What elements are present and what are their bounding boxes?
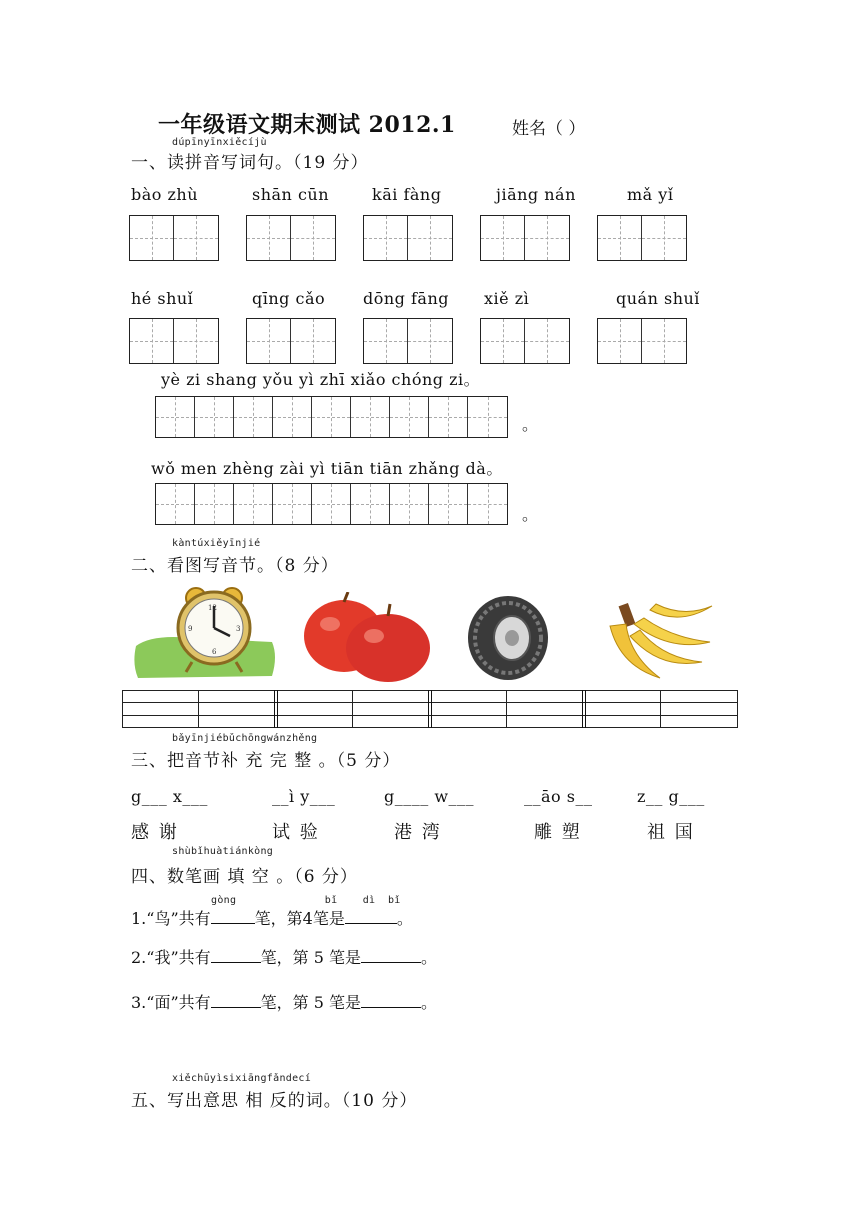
pinyin-word: mǎ yǐ: [627, 185, 674, 204]
pinyin-writing-lines[interactable]: [122, 690, 738, 728]
answer-blank[interactable]: [361, 962, 421, 963]
pinyin-word: shān cūn: [252, 185, 330, 204]
svg-text:9: 9: [188, 625, 193, 633]
answer-blank[interactable]: [361, 1007, 421, 1008]
answer-blank[interactable]: [211, 1007, 261, 1008]
pinyin-word: quán shuǐ: [616, 289, 700, 308]
pinyin-word: kāi fàng: [372, 185, 442, 204]
period-mark: 。: [522, 415, 539, 434]
section1-heading: 一、读拼音写词句。（19 分）: [131, 153, 369, 173]
question-1-text-b: 笔，第4笔是: [254, 909, 345, 928]
pinyin-word: dōng fāng: [363, 289, 450, 308]
pinyin-fill-item: __ì y___: [272, 787, 336, 806]
answer-blank[interactable]: [211, 962, 261, 963]
question-3: [131, 990, 437, 1013]
clock-icon: [132, 586, 278, 680]
writing-grid[interactable]: [363, 215, 453, 261]
section3-ruby: bǎyīnjiébǔchōngwánzhěng: [172, 733, 318, 744]
pinyin-word: xiě zì: [484, 289, 530, 308]
banana-icon: [600, 596, 716, 682]
svg-text:6: 6: [212, 648, 217, 656]
pinyin-sentence: wǒ men zhèng zài yì tiān tiān zhǎng dà。: [151, 459, 503, 478]
pinyin-word: hé shuǐ: [131, 289, 194, 308]
pinyin-word: bào zhù: [131, 185, 199, 204]
apple-icon: [300, 592, 440, 684]
writing-grid[interactable]: [480, 215, 570, 261]
question-3-end: 。: [421, 993, 438, 1012]
section3-heading: 三、把音节补 充 完 整 。（5 分）: [131, 751, 401, 771]
writing-grid[interactable]: [480, 318, 570, 364]
name-field-label: 姓名（ ）: [512, 119, 586, 139]
pinyin-word: qīng cǎo: [252, 289, 326, 308]
pinyin-fill-item: g____ w___: [384, 787, 475, 806]
pinyin-fill-item: g___ x___: [131, 787, 208, 806]
svg-text:3: 3: [236, 625, 241, 633]
pinyin-fill-item: __āo s__: [524, 787, 593, 806]
question-2-text-b: 笔，第 5 笔是: [260, 948, 361, 967]
question-2: [131, 945, 437, 968]
question-1-end: 。: [396, 909, 413, 928]
question-2-end: 。: [421, 948, 438, 967]
svg-text:12: 12: [208, 604, 217, 612]
page-title: 一年级语文期末测试 2012.1: [158, 112, 456, 138]
writing-grid[interactable]: [246, 318, 336, 364]
hanzi-word: 感 谢: [131, 822, 179, 843]
writing-grid[interactable]: [597, 318, 687, 364]
period-mark: 。: [522, 505, 539, 524]
question1-ruby: gòng bǐ dì bǐ: [211, 895, 401, 906]
section1-ruby: dúpīnyīnxiěcíjù: [172, 137, 267, 148]
question-1: [131, 906, 413, 929]
hanzi-word: 祖 国: [647, 822, 695, 843]
writing-grid[interactable]: [129, 318, 219, 364]
question-1-text: 1.“鸟”共有: [131, 909, 211, 928]
section2-ruby: kàntúxiěyīnjié: [172, 538, 261, 549]
writing-grid[interactable]: [246, 215, 336, 261]
question-3-text-b: 笔，第 5 笔是: [260, 993, 361, 1012]
writing-grid[interactable]: [597, 215, 687, 261]
answer-blank[interactable]: [211, 923, 255, 924]
writing-grid[interactable]: [129, 215, 219, 261]
hanzi-word: 雕 塑: [534, 822, 582, 843]
sentence-writing-grid[interactable]: [155, 483, 508, 525]
section2-heading: 二、看图写音节。（8 分）: [131, 556, 339, 576]
writing-grid[interactable]: [363, 318, 453, 364]
answer-blank[interactable]: [345, 923, 397, 924]
question-3-text: 3.“面”共有: [131, 993, 211, 1012]
tire-icon: [462, 594, 552, 684]
sentence-writing-grid[interactable]: [155, 396, 508, 438]
pinyin-fill-item: z__ g___: [637, 787, 705, 806]
section4-heading: 四、数笔画 填 空 。（6 分）: [131, 867, 358, 887]
question-2-text: 2.“我”共有: [131, 948, 211, 967]
pinyin-sentence: yè zi shang yǒu yì zhī xiǎo chóng zi。: [161, 370, 481, 389]
section5-ruby: xiěchūyìsixiāngfǎndecí: [172, 1073, 312, 1084]
section4-ruby: shùbǐhuàtiánkòng: [172, 846, 274, 857]
hanzi-word: 试 验: [272, 822, 320, 843]
hanzi-word: 港 湾: [394, 822, 442, 843]
section5-heading: 五、写出意思 相 反的词。（10 分）: [131, 1091, 418, 1111]
pinyin-word: jiāng nán: [496, 185, 576, 204]
